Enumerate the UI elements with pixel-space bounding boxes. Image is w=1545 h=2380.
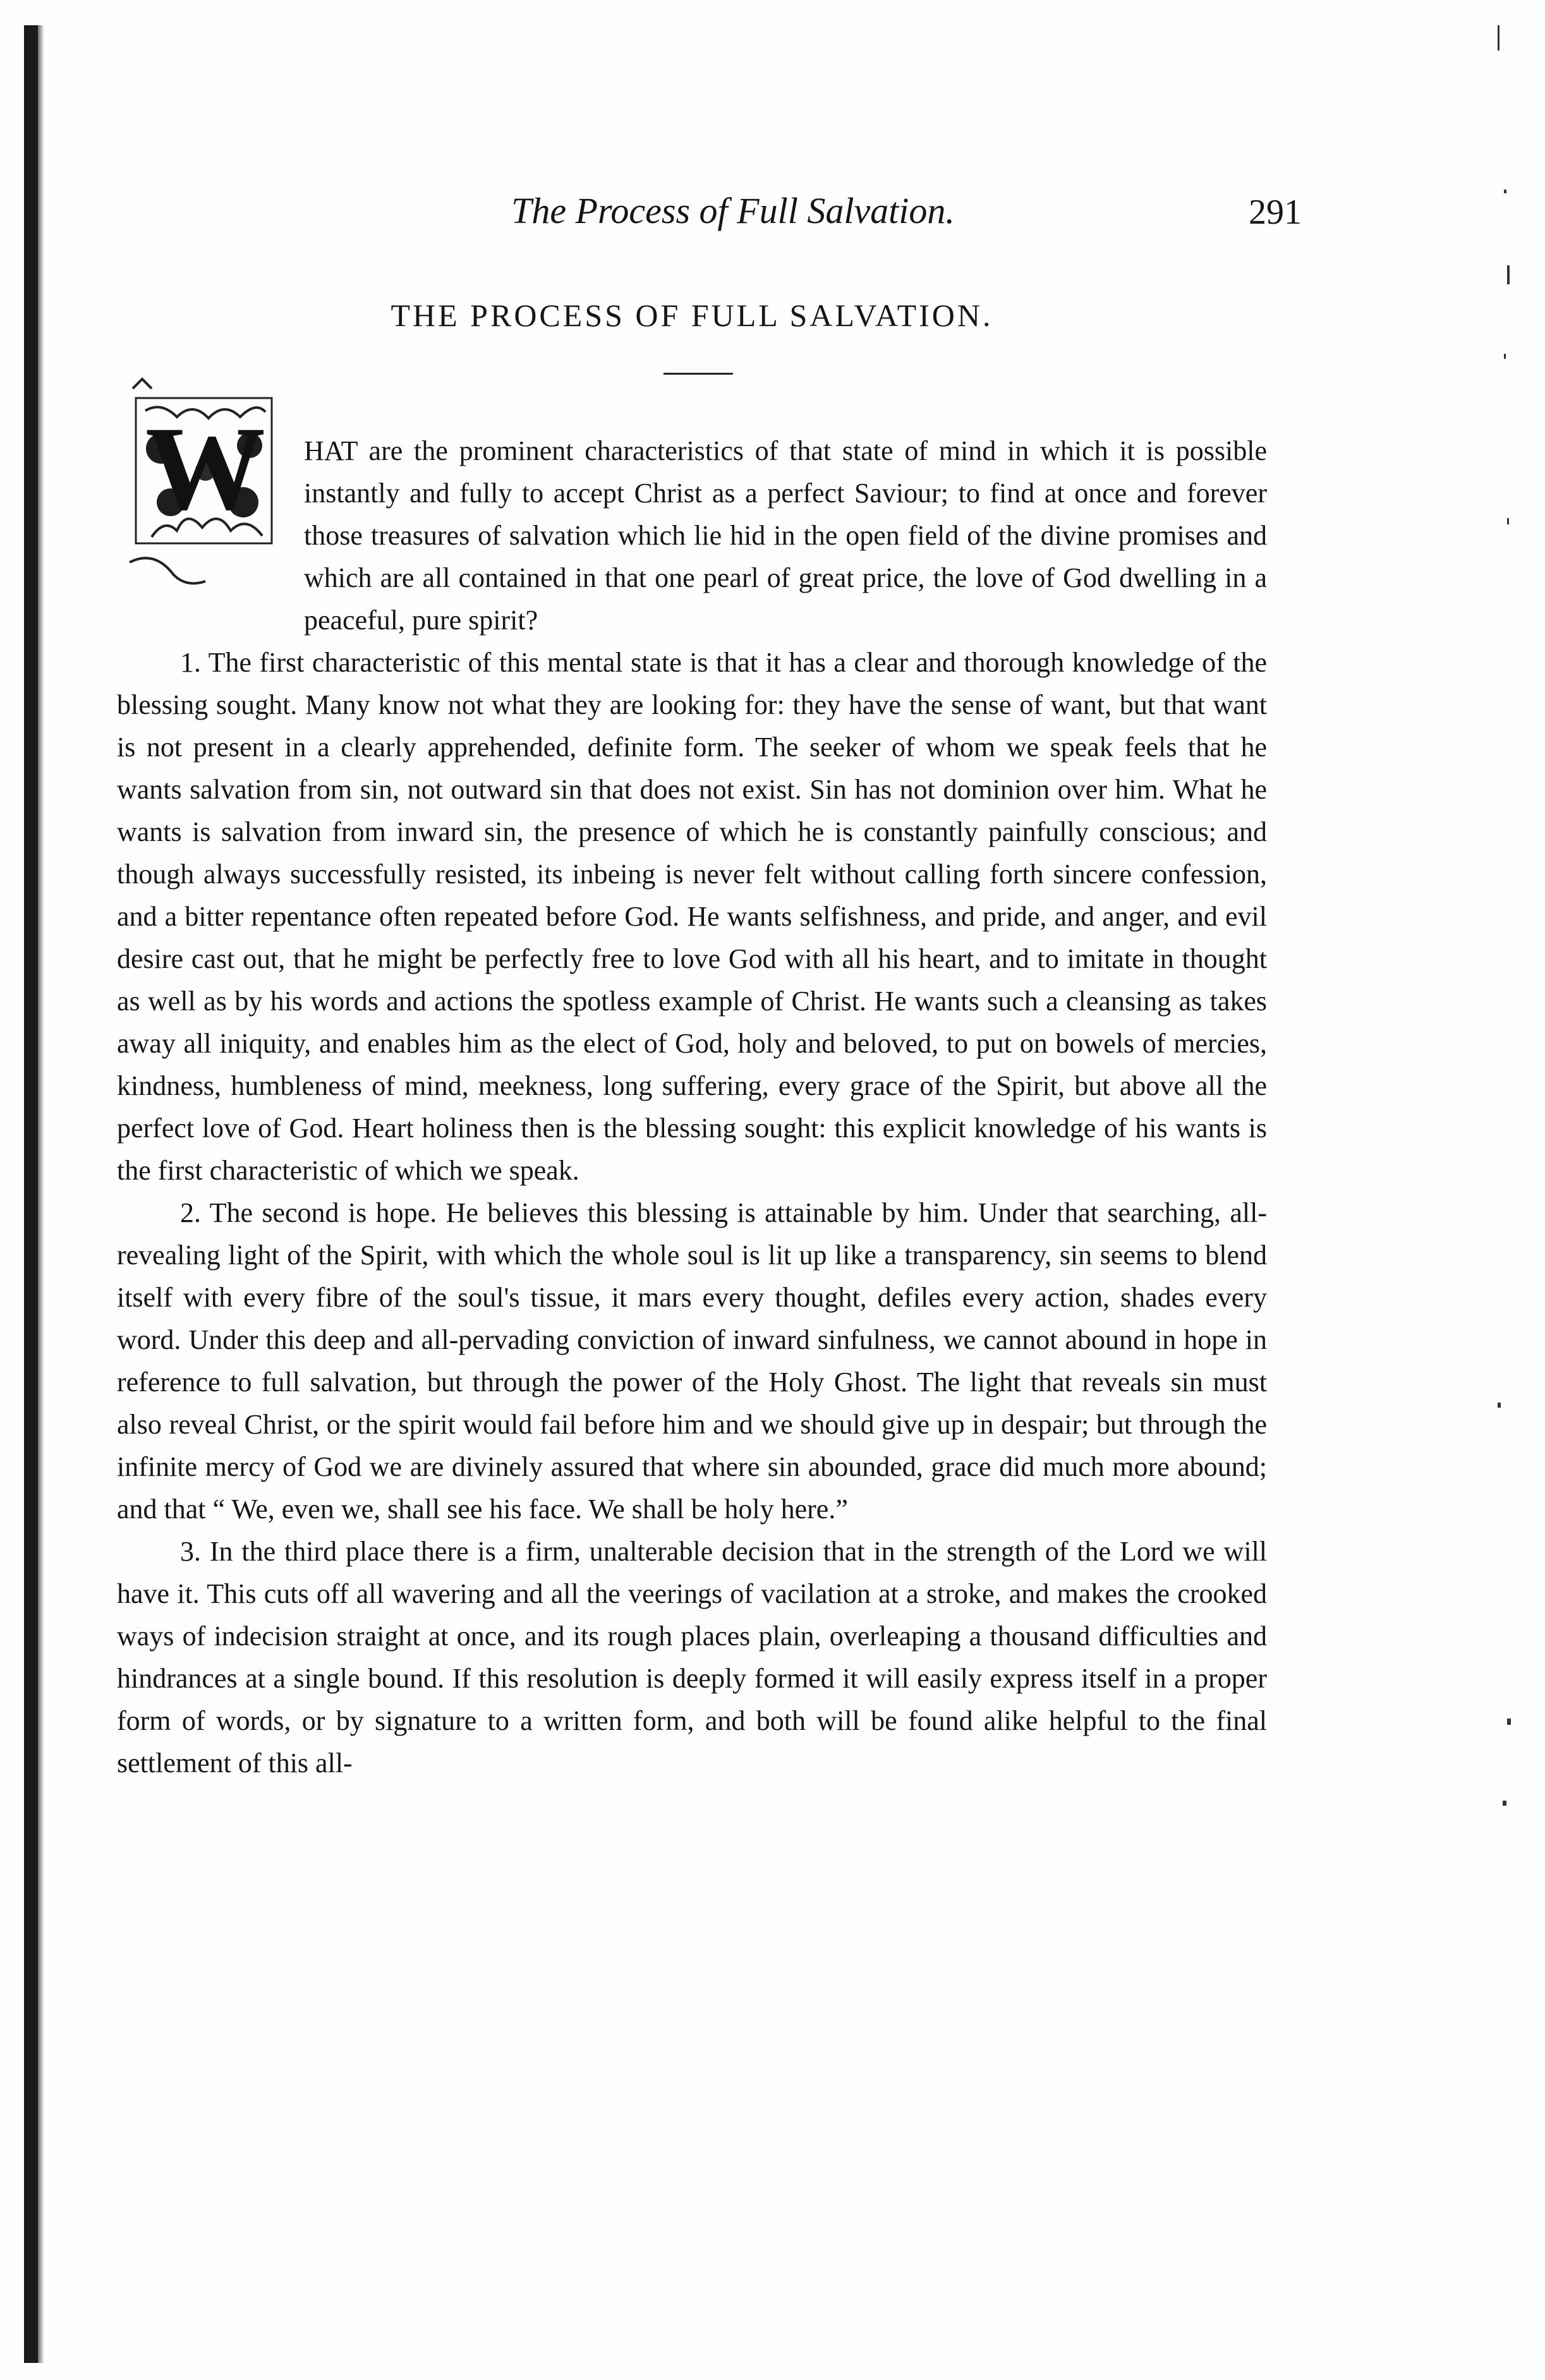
paragraph-first-characteristic: 1. The first characteristic of this mental state is that it has a clear and thorough knowledge of the blessing sought. Many know not what they are looking for: they have the sense of want, but that want is not present in a clearly apprehended, definite form. The seeker of whom we speak feels that he wants salvation from sin, not outward sin that does not exist. Sin has not dominion over him. What he wants is salvation from inward sin, the presence of which he is constantly painfully conscious; and though always successfully resisted, its inbeing is never felt without calling forth sincere confession, and a bitter repentance often repeated before God. He wants selfishness, and pride, and anger, and evil desire cast out, that he might be perfectly free to love God with all his heart, and to imitate in thought as well as by his words and actions the spotless example of Christ. He wants such a cleansing as takes away all iniquity, and enables him as the elect of God, holy and beloved, to put on bowels of mercies, kindness, humbleness of mind, meekness, long suffering, every grace of the Spirit, but above all the perfect love of God. Heart holiness then is the blessing sought: this explicit knowledge of his wants is the first characteristic of which we speak. xyxy=(117,647,1267,1186)
page-number: 291 xyxy=(1249,193,1302,232)
spine-shadow xyxy=(38,25,44,2363)
body-text xyxy=(117,402,1267,1784)
running-head xyxy=(417,190,1302,246)
ornamental-drop-cap xyxy=(117,373,300,600)
drop-cap-ornament xyxy=(117,373,300,600)
paragraph-third-characteristic: 3. In the third place there is a firm, unalterable decision that in the strength of the Lord we will have it. This cuts off all wavering and all the veerings of vacilation at a stroke, and makes the crooked ways of indecision straight at once, and its rough places plain, overleaping a thousand difficulties and hindrances at a single bound. If this resolution is deeply formed it will easily express itself in a proper form of words, or by signature to a written form, and both will be found alike helpful to the final settlement of this all- xyxy=(117,1536,1267,1779)
title-rule xyxy=(663,373,733,375)
drop-cap-letter: W xyxy=(145,402,265,535)
paragraph-second-characteristic: 2. The second is hope. He believes this blessing is attainable by him. Under that searching, all-revealing light of the Spirit, with which the whole soul is lit up like a transparency, sin seems to blend itself with every fibre of the soul's tissue, it mars every thought, defiles every action, shades every word. Under this deep and all-pervading conviction of inward sinfulness, we cannot abound in hope in reference to full salvation, but through the power of the Holy Ghost. The light that reveals sin must also reveal Christ, or the spirit would fail before him and we should give up in despair; but through the infinite mercy of God we are divinely assured that where sin abounded, grace did much more abound; and that “ We, even we, shall see his face. We shall be holy here.” xyxy=(117,1197,1267,1525)
section-title: THE PROCESS OF FULL SALVATION. xyxy=(391,298,993,333)
paragraph-intro: HAT are the prominent characteristics of that state of mind in which it is possible instantly and fully to accept Christ as a perfect Saviour; to find at once and forever those treasures of salvation which lie hid in the open field of the divine promises and which are all contained in that one pearl of great price, the love of God dwelling in a peaceful, pure spirit? xyxy=(304,435,1267,636)
running-head-title: The Process of Full Salvation. xyxy=(511,190,955,231)
opening-paragraph xyxy=(117,402,1267,641)
book-spine-edge xyxy=(24,25,38,2363)
